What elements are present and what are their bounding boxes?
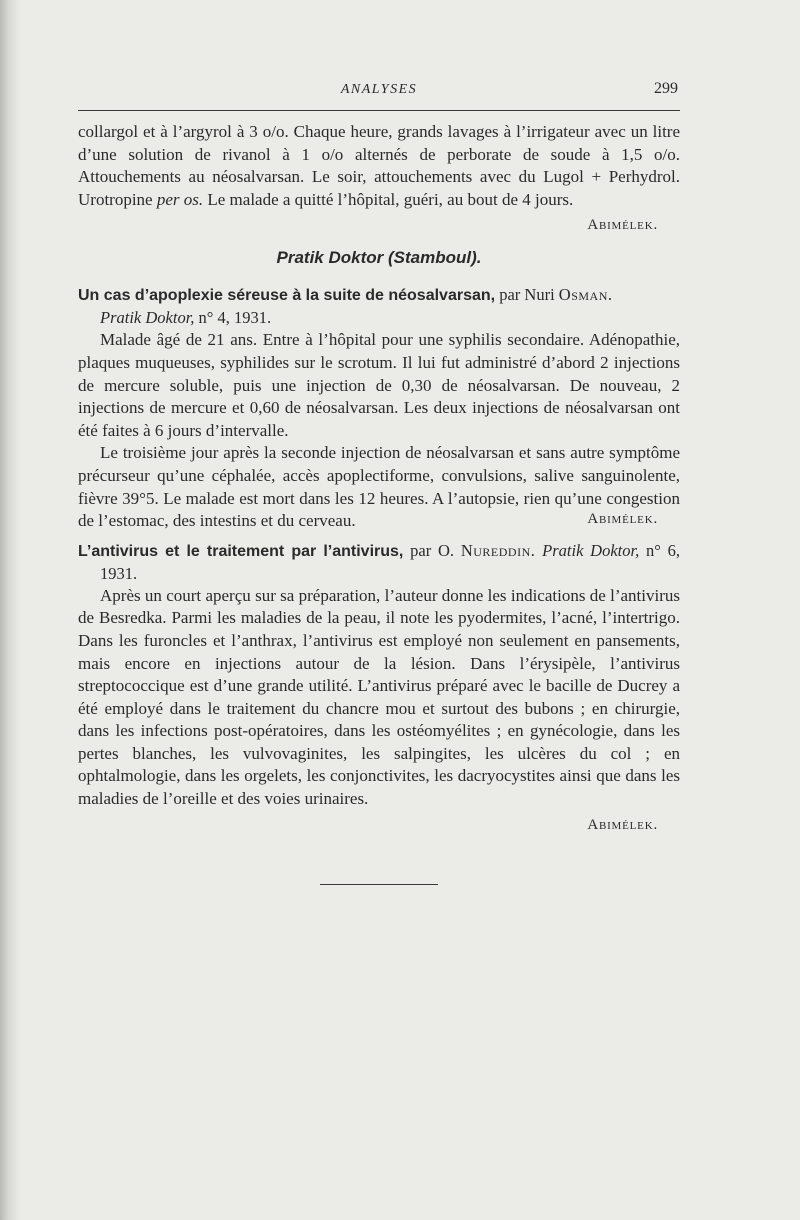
article-journal: Pratik Doktor, [542, 540, 640, 560]
continued-text-end: Le malade a quitté l’hôpital, guéri, au bout de 4 jours. [203, 189, 574, 209]
signature: Abimélek. [587, 816, 658, 833]
article-by: par Nuri [495, 285, 559, 305]
article-paragraph: Le troisième jour après la seconde injection de néosalvarsan et sans autre symptôme précurseur qu’une céphalée, accès apoplectiforme, convulsions, salive sanguinolente, fièvre 39°5. Le malade est mort dans les 12 heures. A l’autopsie, rien qu’une congestion de l’estomac, des intestins et du cerveau. [78, 443, 680, 531]
article-author: Nureddin. [460, 540, 536, 560]
end-rule [320, 884, 438, 885]
article-author: Osman. [558, 285, 613, 305]
article-paragraph: Après un court aperçu sur sa préparation, l’auteur donne les indications de l’antivirus de Besredka. Parmi les maladies de la peau, il note les pyodermites, l’acné, l’intertrigo. Dans les furoncles et l’anthrax, l’antivirus est employé non seulement en pansements, mais encore en injections autour de la lésion. Dans l’érysipèle, l’antivirus streptococcique est d’une grande utilité. L’antivirus préparé avec le bacille de Ducrey a été employé dans le traitement du chancre mou et surtout des bubons ; en chirurgie, dans les infections post-opératoires, dans les ostéomyélites ; en gynécologie, dans les pertes blanches, les vulvovaginites, les salpingites, les ulcères du col ; en ophtalmologie, dans les orgelets, les conjonctivites, les dacryocystites ainsi que dans les maladies de l’oreille et des voies urinaires. [78, 585, 680, 809]
article-by: par O. [403, 540, 461, 560]
article-journal: Pratik Doktor, [100, 308, 195, 328]
article-title: Un cas d’apoplexie séreuse à la suite de néosalvarsan, [78, 287, 496, 305]
section-heading: Pratik Doktor (Stamboul). [276, 248, 482, 268]
running-title: ANALYSES [340, 82, 418, 97]
page [78, 78, 680, 885]
page-number: 299 [654, 80, 678, 97]
continued-text: collargol et à l’argyrol à 3 o/o. Chaque heure, grands lavages à l’irrigateur avec un litre d’une solution de rivanol à 1 o/o alternés de perborate de soude à 1,5 o/o. Attouchements au néosalvarsan. Le soir, attouchements avec du Lugol + Perhydrol. Urotropine [78, 122, 680, 209]
article-issue: n° 6, 1931. [100, 540, 680, 583]
article-issue: n° 4, 1931. [194, 308, 272, 328]
continued-paragraph [78, 121, 680, 211]
article-heading [78, 540, 680, 585]
signature: Abimélek. [587, 510, 658, 527]
binding-shadow [0, 0, 20, 1220]
running-header [78, 78, 680, 106]
article-paragraph: Malade âgé de 21 ans. Entre à l’hôpital pour une syphilis secondaire. Adénopathie, plaques muqueuses, syphilides sur le scrotum. Il lui fut administré d’abord 2 injections de mercure soluble, puis une injection de 0,30 de néosalvarsan. De nouveau, 2 injections de mercure et 0,60 de néosalvarsan. Les deux injections de néosalvarsan ont été faites à 6 jours d’intervalle. [78, 330, 680, 440]
article-heading [78, 284, 680, 329]
continued-italic: per os. [156, 189, 204, 209]
article-title: L’antivirus et le traitement par l’antivirus, [78, 542, 404, 560]
header-rule [78, 110, 680, 111]
signature: Abimélek. [587, 217, 658, 234]
